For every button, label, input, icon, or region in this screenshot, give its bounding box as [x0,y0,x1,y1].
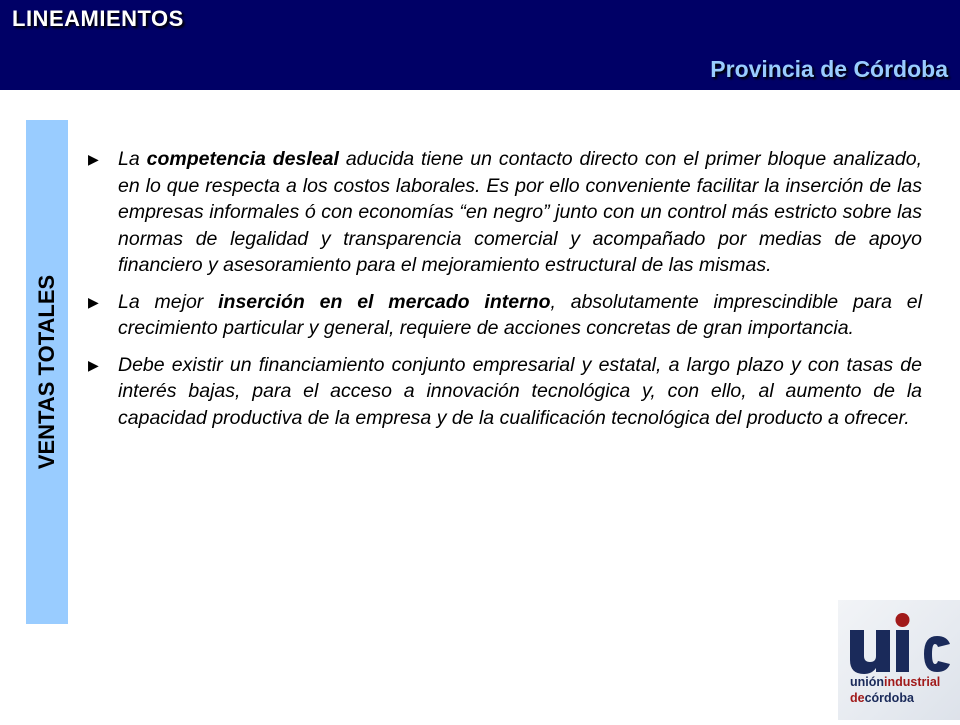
page-subtitle: Provincia de Córdoba [710,56,948,82]
header-bar [0,0,960,90]
side-label: VENTAS TOTALES [34,274,59,470]
bullet-text-bold: competencia desleal [146,148,339,170]
triangle-bullet-icon: ▶ [88,356,99,373]
uic-logo [838,600,960,720]
bullet-item [88,289,922,342]
logo-word-de: de [850,691,865,705]
logo-word-union: unión [850,675,885,689]
bullet-text-prefix: La mejor [118,290,219,313]
bullet-text-suffix: , absolutamente imprescindible para el crecimiento particular y general, requiere de acciones concretas de gran importancia. [118,290,922,339]
triangle-bullet-icon: ▶ [88,293,99,310]
bullet-item [88,146,922,279]
bullet-item [88,352,922,432]
logo-caption [850,674,940,706]
content-area [88,146,922,441]
bullet-text-prefix: Debe existir un financiamiento conjunto empresarial y estatal, a largo plazo y con tasas de interés bajas, para el acceso a innovación tecnológica y, con ello, al aumento de la capacidad productiva de la empresa y de la cualificación tecnológica del producto a ofrecer. [118,353,922,429]
bullet-text-bold: inserción en el mercado interno [218,290,551,313]
bullet-text-suffix: aducida tiene un contacto directo con el primer bloque analizado, en lo que respecta a los costos laborales. Es por ello conveniente facilitar la inserción de las empresas informales ó con economías “en negro” junto con un control más estricto sobre las normas de legalidad y transparencia comercial y acompañado por medias de apoyo financiero y asesoramiento para el mejoramiento estructural de las mismas. [118,148,922,276]
logo-word-cordoba: córdoba [864,691,914,705]
logo-word-industrial: industrial [884,675,941,689]
bullet-text-prefix: La [118,148,147,170]
triangle-bullet-icon: ▶ [88,151,99,167]
page-title: LINEAMIENTOS [12,6,184,31]
